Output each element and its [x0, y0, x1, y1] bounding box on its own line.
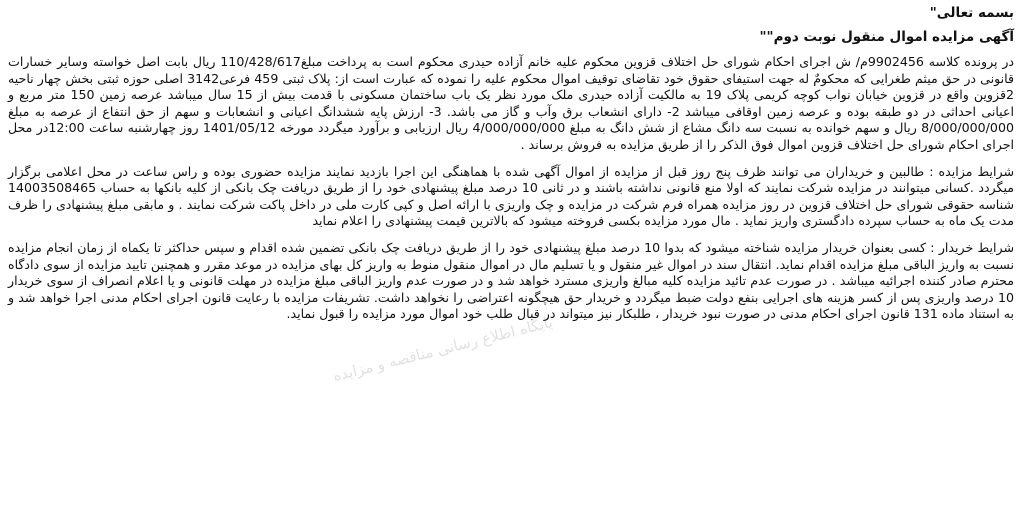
notice-subtitle: آگهی مزایده اموال منقول نوبت دوم""	[759, 29, 1014, 45]
case-details-paragraph: در پرونده کلاسه 9902456م/ ش اجرای احکام شورای حل اختلاف قزوین محکوم علیه خانم آزاده حیدری محکوم است به پرداخت مبلغ110/428/617 ریال بابت اصل خواسته وسایر خسارات قانونی در حق میثم طغرایی که محکومٌ له جهت استیفای حقوق خود تقاضای توقیف اموال محکوم علیه را نموده که عبارت است از: پلاک ثبتی 459 فرعی3142 اصلی حوزه ثبتی بخش چهار ناحیه 2قزوین واقع در قزوین خیابان نواب کوچه کریمی پلاک 19 به مالکیت آزاده حیدری ملک مورد نظر یک باب ساختمان مسکونی با قدمت بیش از 15 سال میباشد عرصه زمین 150 متر مربع و اعیانی احداثی در دو طبقه بوده و عرصه زمین اوقافی میباشد 2- دارای انشعاب برق وآب و گاز می باشد. 3- ارزش پایه ششدانگ اعیانی و انشعابات و سهم از حق انتفاع از عرصه به مبلغ 8/000/000/000 ریال و سهم خوانده به نسبت سه دانگ مشاع از شش دانگ به مبلغ 4/000/000/000 ریال ارزیابی و برآورد میگردد مورخه 1401/05/12 روز چهارشنبه ساعت 12:00در محل اجرای احکام شورای حل اختلاف قزوین اموال فوق الذکر را از طریق مزایده به فروش برساند .	[8, 54, 1015, 152]
auction-conditions-paragraph: شرایط مزایده : طالبین و خریداران می توانند ظرف پنج روز قبل از مزایده از اموال آگهی شده با هماهنگی این اجرا بازدید نمایند مزایده حضوری بوده و راس ساعت در محل اعلامی برگزار میگردد .کسانی میتوانند در مزایده شرکت نمایند که اولا منع قانونی نداشته باشند و در ثانی 10 درصد مبلغ پیشنهادی خود را از طریق دریافت چک بانکی از کلیه بانکها به حساب 14003508465 شناسه حقوقی شورای حل اختلاف قزوین در روز مزایده همراه فرم شرکت در مزایده و چک واریزی با ارائه اصل و کپی کارت ملی در داخل پاکت شرکت نمایند . و مابقی مبلغ پیشنهادی را ظرف مدت یک ماه به حساب سپرده دادگستری واریز نماید . مال مورد مزایده بکسی فروخته میشود که بالاترین قیمت پیشنهادی را اعلام نماید	[8, 163, 1014, 229]
watermark-text: پایگاه اطلاع رسانی مناقصه و مزایده	[331, 312, 555, 386]
document-title: بسمه تعالی"	[929, 5, 1014, 21]
buyer-conditions-paragraph: شرایط خریدار : کسی بعنوان خریدار مزایده شناخته میشود که بدوا 10 درصد مبلغ پیشنهادی خود را از طریق دریافت چک بانکی تضمین شده اقدام و سپس حداکثر تا یکماه از زمان انجام مزایده نسبت به واریز الباقی مبلغ مزایده اقدام نماید. انتقال سند در اموال غیر منقول و یا تسلیم مال در اموال منقول منوط به واریز کل بهای مزایده در موعد مقرر و همچنین تایید مزایده از سوی دادگاه محترم صادر کننده اجرائیه میباشد . در صورت عدم تائید مزایده کلیه مبالغ واریزی مسترد خواهد شد و در صورت عدم واریز الباقی مبلغ مزایده در مهلت قانونی و یا اعلام انصراف از سوی خریدار 10 درصد واریزی پس از کسر هزینه های اجرایی بنفع دولت ضبط میگردد و خریدار حق هیچگونه اعتراضی را نخواهد داشت. تشریفات مزایده با رعایت قانون اجرای احکام مدنی اجرا خواهد شد و به استناد ماده 131 قانون اجرای احکام مدنی در صورت نبود خریدار ، طلبکار نیز میتواند در قبال طلب خود اموال مورد مزایده را قبول نماید.	[8, 239, 1015, 322]
